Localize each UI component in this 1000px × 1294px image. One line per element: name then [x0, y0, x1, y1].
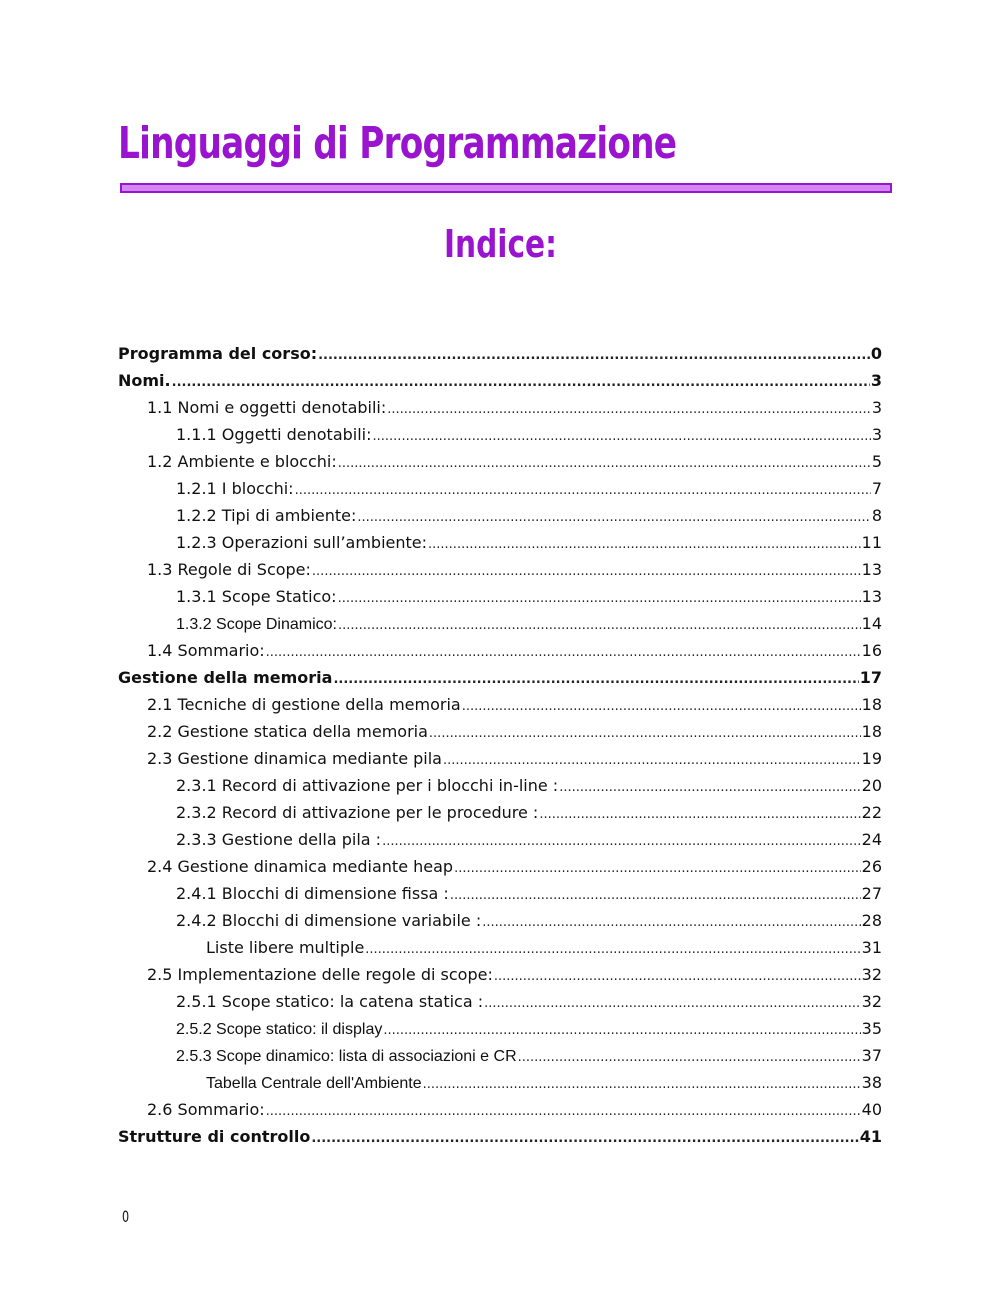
- toc-entry[interactable]: [118, 1046, 882, 1073]
- toc-entry-page-number: 27: [861, 884, 882, 903]
- toc-dot-leader: [383, 1019, 860, 1038]
- toc-entry-label: 1.1 Nomi e oggetti denotabili:: [147, 398, 387, 417]
- toc-entry[interactable]: [118, 965, 882, 992]
- toc-entry[interactable]: [118, 452, 882, 479]
- toc-entry-label: 2.5 Implementazione delle regole di scope:: [147, 965, 493, 984]
- toc-dot-leader: [484, 992, 861, 1011]
- toc-entry[interactable]: [118, 1073, 882, 1100]
- toc-dot-leader: [266, 641, 861, 660]
- toc-dot-leader: [365, 938, 860, 957]
- table-of-contents: [118, 344, 882, 1154]
- toc-entry-page-number: 3: [871, 398, 882, 417]
- toc-entry-page-number: 3: [871, 425, 882, 444]
- toc-entry-label: 2.5.2 Scope statico: il display: [176, 1021, 383, 1038]
- toc-dot-leader: [338, 452, 871, 471]
- toc-entry-label: 1.1.1 Oggetti denotabili:: [176, 425, 372, 444]
- toc-dot-leader: [482, 911, 860, 930]
- toc-entry-page-number: 18: [861, 722, 882, 741]
- toc-entry-page-number: 8: [871, 506, 882, 525]
- toc-dot-leader: [266, 1100, 861, 1119]
- toc-dot-leader: [559, 776, 860, 795]
- toc-entry-page-number: 5: [871, 452, 882, 471]
- toc-entry[interactable]: [118, 398, 882, 425]
- toc-entry-page-number: 35: [861, 1019, 882, 1038]
- toc-entry[interactable]: [118, 1127, 882, 1154]
- toc-dot-leader: [429, 722, 861, 741]
- index-heading-text: Indice:: [443, 222, 557, 266]
- footer-page-number: 0: [122, 1207, 130, 1226]
- toc-dot-leader: [172, 371, 870, 390]
- toc-entry-label: Tabella Centrale dell'Ambiente: [206, 1075, 422, 1092]
- toc-entry-label: Liste libere multiple: [206, 938, 365, 957]
- toc-entry-page-number: 17: [859, 668, 882, 687]
- toc-entry[interactable]: [118, 776, 882, 803]
- toc-entry-label: 1.2.3 Operazioni sull’ambiente:: [176, 533, 428, 552]
- toc-dot-leader: [450, 884, 861, 903]
- toc-dot-leader: [318, 344, 870, 363]
- toc-entry[interactable]: [118, 1100, 882, 1127]
- toc-entry-label: 2.4.1 Blocchi di dimensione fissa :: [176, 884, 449, 903]
- toc-entry-page-number: 20: [861, 776, 882, 795]
- toc-entry-page-number: 24: [861, 830, 882, 849]
- toc-entry-label: 2.3.2 Record di attivazione per le procedure :: [176, 803, 539, 822]
- toc-entry-page-number: 41: [859, 1127, 882, 1146]
- toc-entry-label: 1.2.2 Tipi di ambiente:: [176, 506, 357, 525]
- toc-dot-leader: [462, 695, 861, 714]
- toc-entry-label: Strutture di controllo: [118, 1127, 311, 1146]
- toc-entry[interactable]: [118, 992, 882, 1019]
- toc-entry-page-number: 32: [861, 992, 882, 1011]
- toc-dot-leader: [443, 749, 861, 768]
- toc-entry[interactable]: [118, 425, 882, 452]
- toc-entry-label: 1.3.1 Scope Statico:: [176, 587, 337, 606]
- toc-entry[interactable]: [118, 668, 882, 695]
- toc-dot-leader: [382, 830, 861, 849]
- toc-entry[interactable]: [118, 587, 882, 614]
- toc-entry[interactable]: [118, 533, 882, 560]
- toc-entry[interactable]: [118, 371, 882, 398]
- toc-dot-leader: [312, 560, 861, 579]
- index-heading: [0, 222, 1000, 266]
- toc-entry-page-number: 38: [861, 1073, 882, 1092]
- toc-dot-leader: [539, 803, 860, 822]
- toc-entry[interactable]: [118, 803, 882, 830]
- toc-dot-leader: [518, 1046, 861, 1065]
- toc-entry-page-number: 7: [871, 479, 882, 498]
- toc-entry-page-number: 26: [861, 857, 882, 876]
- toc-entry[interactable]: [118, 911, 882, 938]
- toc-dot-leader: [338, 614, 861, 633]
- toc-dot-leader: [423, 1073, 861, 1092]
- toc-dot-leader: [428, 533, 861, 552]
- toc-entry[interactable]: [118, 722, 882, 749]
- toc-entry[interactable]: [118, 884, 882, 911]
- toc-entry-label: 1.3.2 Scope Dinamico:: [176, 616, 337, 633]
- toc-dot-leader: [357, 506, 870, 525]
- toc-entry-label: 2.5.1 Scope statico: la catena statica :: [176, 992, 484, 1011]
- toc-dot-leader: [338, 587, 861, 606]
- toc-entry-page-number: 18: [861, 695, 882, 714]
- toc-entry-label: 2.6 Sommario:: [147, 1100, 265, 1119]
- toc-entry[interactable]: [118, 857, 882, 884]
- title-underline-rule: [120, 183, 892, 193]
- toc-dot-leader: [373, 425, 871, 444]
- toc-entry-page-number: 28: [861, 911, 882, 930]
- toc-entry-label: 1.2 Ambiente e blocchi:: [147, 452, 337, 471]
- toc-entry[interactable]: [118, 506, 882, 533]
- toc-entry[interactable]: [118, 614, 882, 641]
- toc-entry-label: 2.3.1 Record di attivazione per i blocchi in-line :: [176, 776, 559, 795]
- toc-entry-page-number: 31: [861, 938, 882, 957]
- toc-entry[interactable]: [118, 560, 882, 587]
- toc-entry[interactable]: [118, 1019, 882, 1046]
- toc-entry-page-number: 14: [861, 614, 882, 633]
- toc-entry-page-number: 13: [861, 587, 882, 606]
- toc-entry-page-number: 32: [861, 965, 882, 984]
- toc-entry-page-number: 22: [861, 803, 882, 822]
- toc-dot-leader: [295, 479, 871, 498]
- toc-entry-page-number: 19: [861, 749, 882, 768]
- toc-entry[interactable]: [118, 641, 882, 668]
- toc-dot-leader: [494, 965, 861, 984]
- toc-entry-label: Nomi.: [118, 371, 171, 390]
- toc-entry-label: 2.4 Gestione dinamica mediante heap: [147, 857, 454, 876]
- toc-entry[interactable]: [118, 695, 882, 722]
- toc-entry-page-number: 0: [870, 344, 882, 363]
- toc-entry[interactable]: [118, 938, 882, 965]
- toc-entry[interactable]: [118, 830, 882, 857]
- toc-entry-page-number: 40: [861, 1100, 882, 1119]
- toc-entry-label: 2.4.2 Blocchi di dimensione variabile :: [176, 911, 482, 930]
- toc-entry-label: 2.3 Gestione dinamica mediante pila: [147, 749, 442, 768]
- toc-entry-page-number: 11: [861, 533, 882, 552]
- toc-entry-label: Programma del corso:: [118, 344, 318, 363]
- toc-entry-page-number: 3: [870, 371, 882, 390]
- toc-entry-label: Gestione della memoria: [118, 668, 333, 687]
- toc-dot-leader: [454, 857, 861, 876]
- toc-entry-page-number: 13: [861, 560, 882, 579]
- toc-entry-label: 2.3.3 Gestione della pila :: [176, 830, 382, 849]
- toc-entry-label: 2.5.3 Scope dinamico: lista di associazioni e CR: [176, 1048, 517, 1065]
- toc-entry-label: 2.1 Tecniche di gestione della memoria: [147, 695, 461, 714]
- toc-entry-page-number: 16: [861, 641, 882, 660]
- toc-entry-page-number: 37: [861, 1046, 882, 1065]
- toc-dot-leader: [387, 398, 871, 417]
- toc-entry[interactable]: [118, 479, 882, 506]
- toc-entry-label: 1.3 Regole di Scope:: [147, 560, 311, 579]
- toc-entry-label: 2.2 Gestione statica della memoria: [147, 722, 428, 741]
- toc-dot-leader: [311, 1127, 858, 1146]
- document-title: Linguaggi di Programmazione: [118, 118, 677, 169]
- toc-entry-label: 1.4 Sommario:: [147, 641, 265, 660]
- toc-dot-leader: [333, 668, 858, 687]
- toc-entry[interactable]: [118, 749, 882, 776]
- toc-entry-label: 1.2.1 I blocchi:: [176, 479, 294, 498]
- toc-entry[interactable]: [118, 344, 882, 371]
